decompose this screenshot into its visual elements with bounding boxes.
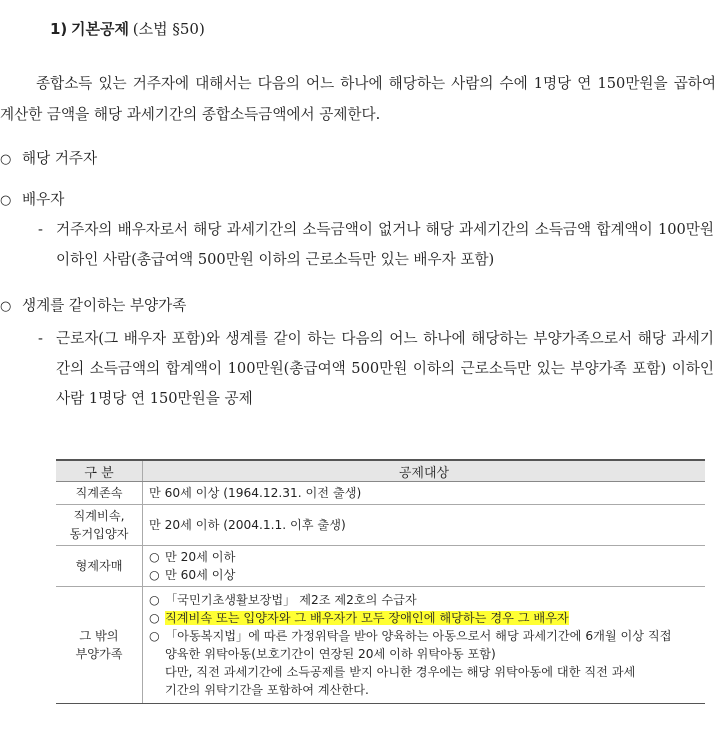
content-line: 다만, 직전 과세기간에 소득공제를 받지 아니한 경우에는 해당 위탁아동에 대한 직전 과세 [165, 665, 636, 679]
table-row [56, 505, 705, 546]
row-content: 만 60세 이상 (1964.12.31. 이전 출생) [143, 482, 706, 505]
table-header-row [56, 460, 705, 482]
table-row [56, 546, 705, 587]
dependents-detail [38, 324, 714, 414]
content-line: 「아동복지법」에 따른 가정위탁을 받아 양육하는 아동으로서 해당 과세기간에 6개월 이상 직접 [165, 629, 672, 643]
bullet-self [0, 147, 97, 172]
section-number: 1) [50, 20, 68, 38]
category-line: 그 밖의 [79, 629, 119, 643]
content-line: 기간의 위탁기간을 포함하여 계산한다. [165, 683, 369, 697]
intro-paragraph: 종합소득 있는 거주자에 대해서는 다음의 어느 하나에 해당하는 사람의 수에 1명당 연 150만원을 곱하여 계산한 금액을 해당 과세기간의 종합소득금액에서 공제한다. [0, 75, 716, 123]
category-line: 동거입양자 [69, 527, 129, 541]
bullet-spouse-text: 배우자 [22, 191, 65, 208]
bullet-dependents-text: 생계를 같이하는 부양가족 [22, 297, 187, 314]
header-category: 구 분 [56, 460, 143, 482]
row-content: 만 20세 이하 (2004.1.1. 이후 출생) [143, 505, 706, 546]
table-row [56, 482, 705, 505]
circle-bullet-icon: ○ [149, 611, 160, 625]
category-line: 부양가족 [75, 647, 123, 661]
section-heading [50, 19, 205, 40]
dash-bullet-icon: - [38, 330, 43, 347]
section-title: 기본공제 [71, 20, 130, 38]
spouse-detail [38, 215, 714, 275]
content-line: 만 20세 이하 [165, 550, 236, 564]
content-line: 만 60세 이상 [165, 568, 236, 582]
circle-bullet-icon: ○ [0, 299, 12, 314]
header-target: 공제대상 [143, 460, 706, 482]
circle-bullet-icon: ○ [149, 568, 160, 582]
category-line: 직계비속, [73, 509, 125, 523]
law-reference: (소법 §50) [132, 20, 205, 38]
circle-bullet-icon: ○ [149, 593, 160, 607]
circle-bullet-icon: ○ [149, 550, 160, 564]
bullet-dependents [0, 294, 186, 319]
bullet-self-text: 해당 거주자 [22, 150, 98, 167]
row-category [56, 505, 143, 546]
content-line: 「국민기초생활보장법」 제2조 제2호의 수급자 [165, 593, 417, 607]
circle-bullet-icon: ○ [149, 629, 160, 643]
dash-bullet-icon: - [38, 221, 43, 238]
row-content [143, 546, 706, 587]
row-category: 형제자매 [56, 546, 143, 587]
dependents-detail-text: 근로자(그 배우자 포함)와 생계를 같이 하는 다음의 어느 하나에 해당하는 부양가족으로서 해당 과세기간의 소득금액의 합계액이 100만원(총급여액 500만원 이하의 근로소득만 있는 부양가족 포함) 이하인 사람 1명당 연 150만원을 공제 [56, 330, 714, 407]
circle-bullet-icon: ○ [0, 152, 12, 167]
deduction-table [56, 459, 705, 704]
bullet-spouse [0, 188, 64, 213]
row-content [143, 587, 706, 704]
circle-bullet-icon: ○ [0, 193, 12, 208]
row-category: 직계존속 [56, 482, 143, 505]
spouse-detail-text: 거주자의 배우자로서 해당 과세기간의 소득금액이 없거나 해당 과세기간의 소득금액 합계액이 100만원 이하인 사람(총급여액 500만원 이하의 근로소득만 있는 배우자 포함) [56, 221, 714, 268]
content-line: 양육한 위탁아동(보호기간이 연장된 20세 이하 위탁아동 포함) [165, 647, 496, 661]
highlighted-line: 직계비속 또는 입양자와 그 배우자가 모두 장애인에 해당하는 경우 그 배우자 [165, 611, 569, 625]
table-row [56, 587, 705, 704]
row-category [56, 587, 143, 704]
